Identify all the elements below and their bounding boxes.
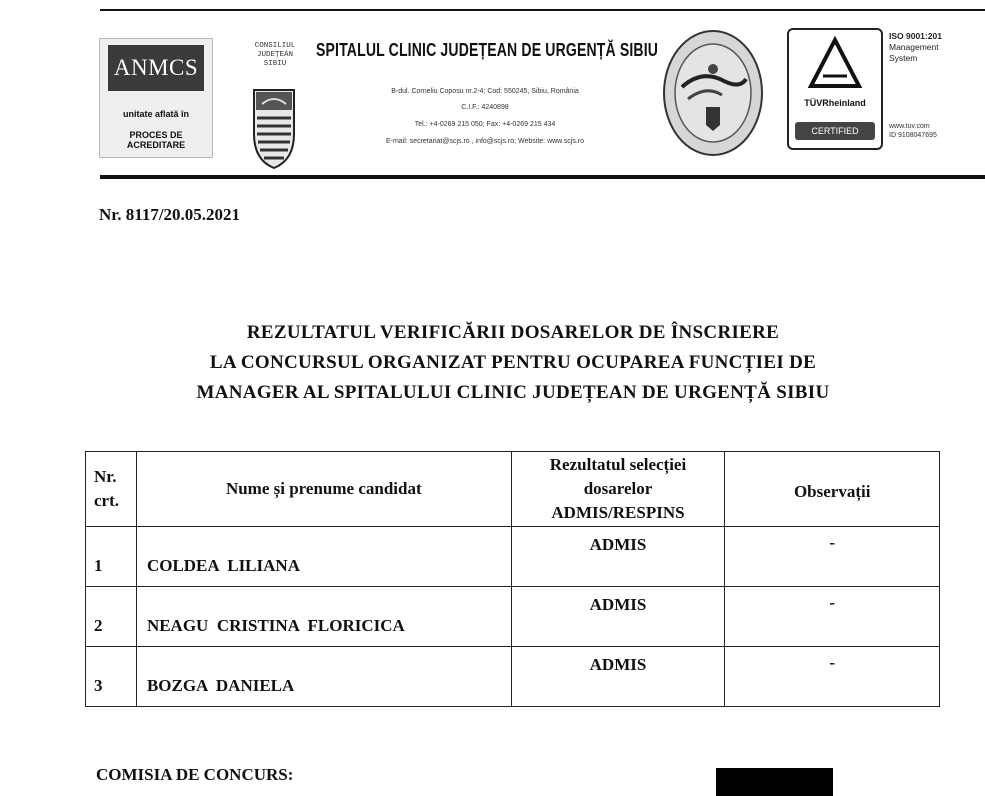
tuv-certified-label: CERTIFIED: [795, 122, 875, 140]
table-row: [86, 587, 940, 647]
row-candidate-name: COLDEA LILIANA: [136, 527, 511, 587]
row-nr: 3: [86, 647, 137, 707]
row-candidate-name: NEAGU CRISTINA FLORICICA: [136, 587, 511, 647]
title-line-2: LA CONCURSUL ORGANIZAT PENTRU OCUPAREA FUNCȚIEI DE: [209, 352, 817, 373]
row-observations: -: [725, 527, 940, 587]
row-nr: 1: [86, 527, 137, 587]
header-name: Nume și prenume candidat: [136, 452, 511, 527]
header-nr: Nr. crt.: [86, 452, 137, 527]
table-row: [86, 647, 940, 707]
results-table: [85, 451, 940, 707]
county-council-label: CONSILIUL JUDEȚEAN SIBIU: [254, 42, 296, 68]
hospital-seal-icon: [662, 29, 764, 157]
hospital-email-website: E-mail: secretariat@scjs.ro , info@scjs.ro; Website: www.scjs.ro: [385, 138, 585, 145]
row-result: ADMIS: [511, 527, 725, 587]
title-line-1: REZULTATUL VERIFICĂRII DOSARELOR DE ÎNSCRIERE: [246, 322, 780, 343]
hospital-address: B-dul. Corneliu Coposu nr.2-4; Cod: 550245, Sibiu, România: [391, 88, 579, 95]
tuv-triangle-icon: [807, 36, 863, 92]
table-header-row: [86, 452, 940, 527]
anmcs-logo: ANMCS: [108, 45, 204, 91]
title-line-3: MANAGER AL SPITALULUI CLINIC JUDEȚEAN DE URGENȚĂ SIBIU: [196, 382, 830, 403]
anmcs-badge: [99, 38, 213, 158]
row-result: ADMIS: [511, 587, 725, 647]
document-title: [100, 318, 926, 408]
header-observations: Observații: [725, 452, 940, 527]
commission-label: COMISIA DE CONCURS:: [96, 765, 294, 784]
redaction-block: [716, 768, 833, 796]
header-result: Rezultatul selecției dosarelor ADMIS/RESPINS: [511, 452, 725, 527]
hospital-fiscal-code: C.I.F.: 4240898: [461, 104, 509, 111]
row-nr: 2: [86, 587, 137, 647]
sibiu-county-crest-icon: [250, 82, 298, 170]
tuv-brand: TÜVRheinland: [804, 98, 866, 108]
hospital-name: SPITALUL CLINIC JUDEȚEAN DE URGENȚĂ SIBIU: [316, 40, 659, 60]
anmcs-status-line-2: PROCES DE ACREDITARE: [126, 130, 186, 150]
row-candidate-name: BOZGA DANIELA: [136, 647, 511, 707]
header-bottom-rule: [100, 175, 985, 179]
iso-standard: ISO 9001:201 Management System: [889, 31, 942, 63]
row-observations: -: [725, 647, 940, 707]
header-top-rule: [100, 9, 985, 11]
tuv-certification-badge: [787, 28, 883, 150]
anmcs-status-line-1: unitate aflată în: [122, 109, 189, 119]
row-result: ADMIS: [511, 647, 725, 707]
table-row: [86, 527, 940, 587]
tuv-web-id: www.tuv.com ID 9108047695: [889, 123, 937, 139]
document-number: Nr. 8117/20.05.2021: [99, 205, 241, 224]
hospital-phone-fax: Tel.: +4-0269 215 050; Fax: +4-0269 215 434: [414, 121, 556, 128]
row-observations: -: [725, 587, 940, 647]
